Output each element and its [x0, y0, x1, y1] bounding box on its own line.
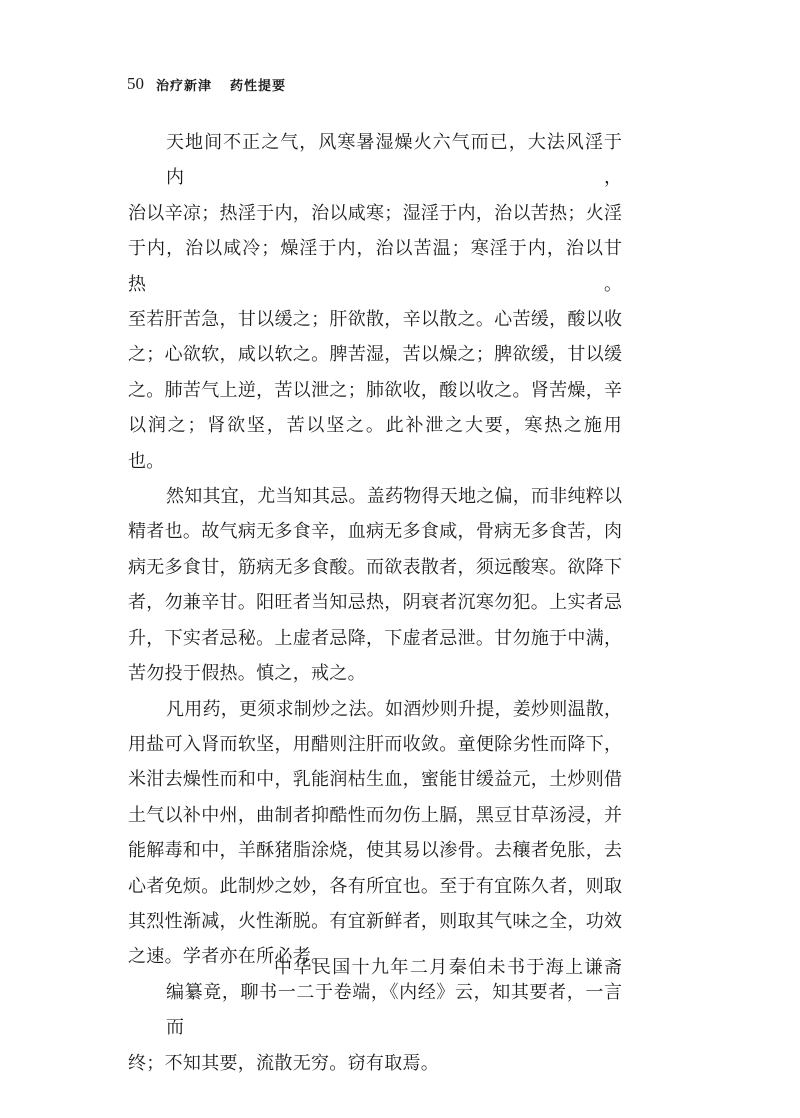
- text-line: 土气以补中州，曲制者抑酷性而勿伤上膈，黑豆甘草汤浸，并: [128, 804, 622, 826]
- book-title: 治疗新津: [156, 78, 213, 94]
- text-line: 者，勿兼辛甘。阳旺者当知忌热，阴衰者沉寒勿犯。上实者忌: [128, 592, 622, 614]
- text-line: 精者也。故气病无多食辛，血病无多食咸，骨病无多食苦，肉: [128, 521, 622, 543]
- text-line: 以润之；肾欲坚，苦以坚之。此补泄之大要，寒热之施用也。: [128, 415, 622, 472]
- text-line: 心者免烦。此制炒之妙，各有所宜也。至于有宜陈久者，则取: [128, 875, 622, 897]
- text-line: 治以辛凉；热淫于内，治以咸寒；湿淫于内，治以苦热；火淫: [128, 202, 622, 224]
- paragraph: [128, 479, 622, 691]
- signature-line: 中华民国十九年二月秦伯未书于海上谦斋: [274, 957, 622, 978]
- text-line: 于内，治以咸冷；燥淫于内，治以苦温；寒淫于内，治以甘热。: [128, 238, 622, 295]
- text-line: 然知其宜，尤当知其忌。盖药物得天地之偏，而非纯粹以: [166, 486, 622, 508]
- text-line: 天地间不正之气，风寒暑湿燥火六气而已，大法风淫于内，: [166, 132, 622, 189]
- text-line: 编纂竟，聊书一二于卷端，《内经》云，知其要者，一言而: [166, 981, 622, 1039]
- text-line: 终；不知其要，流散无穷。窃有取焉。: [128, 1052, 440, 1074]
- text-line: 凡用药，更须求制炒之法。如酒炒则升提，姜炒则温散，: [166, 698, 622, 720]
- section-title: 药性提要: [230, 78, 287, 94]
- text-line: 之；心欲软，咸以软之。脾苦湿，苦以燥之；脾欲缓，甘以缓: [128, 344, 622, 366]
- page-number: 50: [127, 74, 144, 93]
- text-line: 之速。学者亦在所必考。: [128, 946, 330, 968]
- text-line: 米泔去燥性而和中，乳能润枯生血，蜜能甘缓益元，土炒则借: [128, 769, 622, 791]
- text-line: 能解毒和中，羊酥猪脂涂烧，使其易以渗骨。去穰者免胀，去: [128, 840, 622, 862]
- paragraph: [128, 692, 622, 975]
- paragraph: [128, 975, 622, 1081]
- text-line: 至若肝苦急，甘以缓之；肝欲散，辛以散之。心苦缓，酸以收: [128, 309, 622, 331]
- text-line: 苦勿投于假热。慎之，戒之。: [128, 663, 366, 685]
- paragraph: [128, 125, 622, 479]
- text-line: 升，下实者忌秘。上虚者忌降，下虚者忌泄。甘勿施于中满，: [128, 627, 622, 649]
- text-line: 病无多食甘，筋病无多食酸。而欲表散者，须远酸寒。欲降下: [128, 556, 622, 578]
- body-text: [128, 125, 622, 1081]
- running-header: [127, 73, 304, 95]
- text-line: 用盐可入肾而软坚，用醋则注肝而收敛。童便除劣性而降下，: [128, 733, 622, 755]
- text-line: 之。肺苦气上逆，苦以泄之；肺欲收，酸以收之。肾苦燥，辛: [128, 379, 622, 401]
- text-line: 其烈性渐减，火性渐脱。有宜新鲜者，则取其气味之全，功效: [128, 910, 622, 932]
